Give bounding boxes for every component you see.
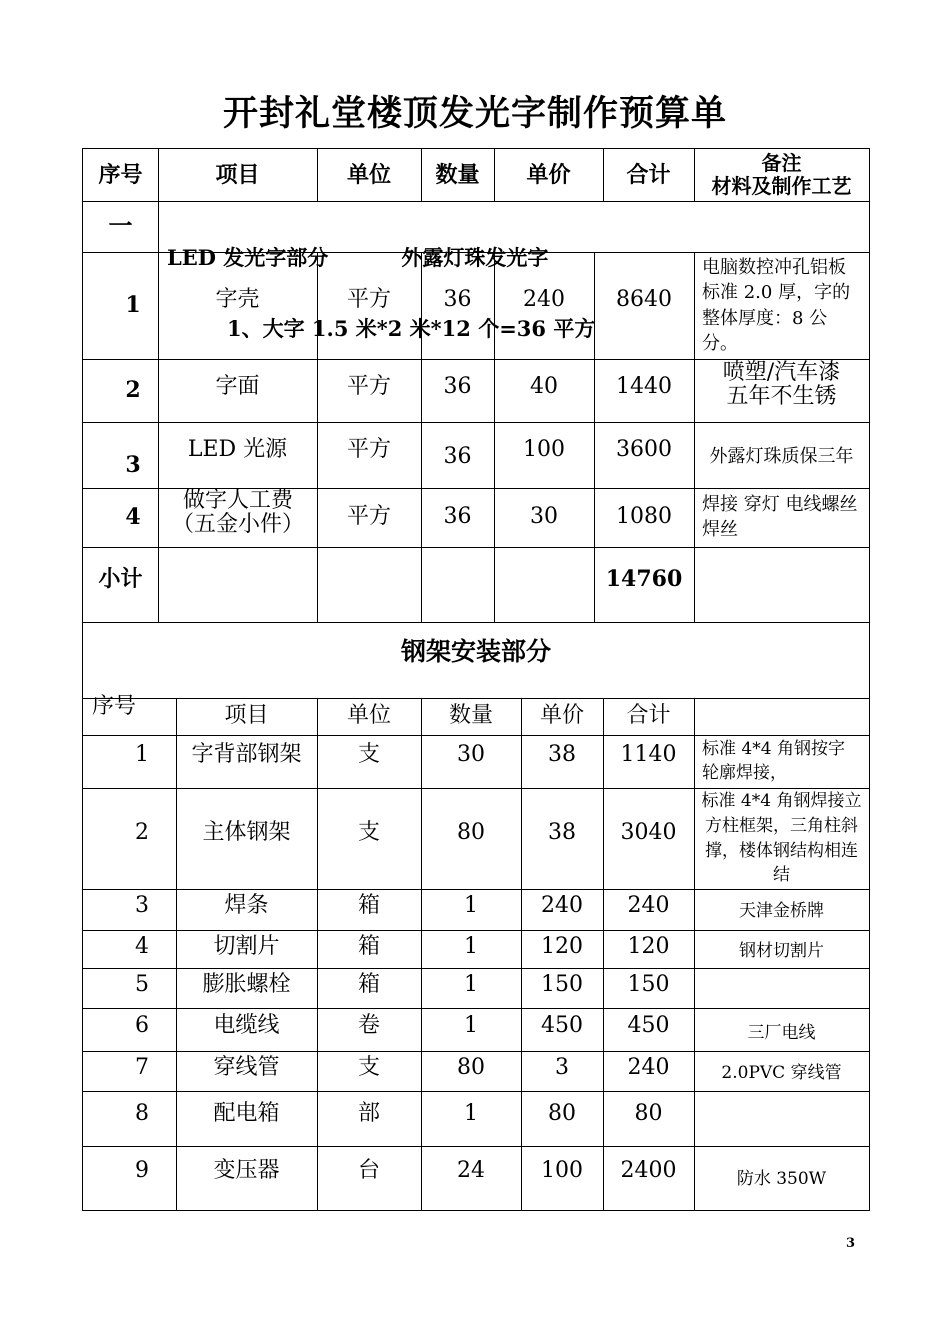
s2-row2-price: 38 [548,819,576,845]
budget-table [82,148,870,1211]
s2-row7-note: 2.0PVC 穿线管 [721,1062,842,1083]
s1-row1-no: 1 [125,292,141,319]
s2-row1-price: 38 [548,741,576,767]
s1-row4-note: 焊接 穿灯 电线螺丝 焊丝 [702,494,858,540]
s2-row5-note [694,968,869,1008]
header-price: 单价 [526,161,571,188]
s2-row1-unit: 支 [357,741,380,767]
s2-row3-unit: 箱 [357,892,380,918]
header-no: 序号 [98,161,143,188]
s2-row2-unit: 支 [357,819,380,845]
s2-row7-no: 7 [135,1054,149,1080]
s2-row2-total: 3040 [620,819,677,845]
s2-row8-unit: 部 [357,1100,380,1126]
s2-row5-price: 150 [541,971,583,997]
s1-row3-qty: 36 [443,443,472,469]
s2-row2-qty: 80 [457,819,485,845]
s1-row3-unit: 平方 [346,436,391,462]
page-title: 开封礼堂楼顶发光字制作预算单 [222,93,727,134]
s1-row1-item: 字壳 [215,286,260,312]
s2-row5-qty: 1 [464,971,478,997]
s2-row8-price: 80 [548,1100,576,1126]
s2-row3-price: 240 [541,892,583,918]
s2-header-price: 单价 [539,703,584,729]
s2-row6-note: 三厂电线 [747,1022,816,1043]
s1-row4-item: 做字人工费（五金小件） [171,487,304,537]
s2-row9-no: 9 [135,1157,149,1183]
header-unit: 单位 [346,161,391,188]
s2-row6-no: 6 [135,1012,149,1038]
s1-row2-no: 2 [125,377,141,404]
section2-title: 钢架安装部分 [400,637,551,666]
s2-row9-unit: 台 [357,1157,380,1183]
group-number: 一 [108,211,133,241]
s1-row1-note: 电脑数控冲孔铝板标准 2.0 厚，字的整体厚度：8 公分。 [702,257,851,354]
s2-row7-total: 240 [627,1054,670,1080]
s2-row4-note: 钢材切割片 [739,941,824,962]
s1-row2-unit: 平方 [346,373,391,399]
s2-row8-no: 8 [135,1100,149,1126]
s1-row1-unit: 平方 [346,286,391,312]
s2-header-total: 合计 [626,703,671,729]
header-qty: 数量 [435,161,480,188]
s2-row9-note: 防水 350W [736,1168,827,1189]
group-line2: 1、大字 1.5 米*2 米*12 个=36 平方 [227,315,596,341]
s2-row6-unit: 卷 [357,1012,380,1038]
s2-row1-item: 字背部钢架 [191,741,302,767]
header-item: 项目 [215,161,260,188]
s1-row1-total: 8640 [616,286,672,312]
s1-row3-price: 100 [523,436,565,462]
s2-row1-qty: 30 [457,741,485,767]
s2-row7-unit: 支 [357,1054,380,1080]
s2-row4-total: 120 [627,933,670,959]
s2-row8-note [694,1091,869,1146]
s2-row8-total: 80 [634,1100,663,1126]
s2-row3-no: 3 [135,892,149,918]
s2-row5-total: 150 [627,971,670,997]
s2-header-item: 项目 [224,703,269,729]
header-total: 合计 [626,161,671,188]
s2-row6-qty: 1 [464,1012,478,1038]
s1-row3-total: 3600 [616,436,672,462]
s2-row2-note: 标准 4*4 角钢焊接立方柱框架，三角柱斜撑，楼体钢结构相连结 [701,791,862,886]
s1-row2-item: 字面 [215,373,260,399]
s1-row2-note: 喷塑/汽车漆五年不生锈 [722,359,841,409]
s2-row1-no: 1 [135,741,149,767]
s2-row3-item: 焊条 [224,892,269,918]
s1-row4-unit: 平方 [346,504,391,530]
s2-row2-item: 主体钢架 [202,819,291,845]
header-note [694,149,869,201]
s2-row9-item: 变压器 [213,1157,280,1183]
s2-row4-price: 120 [541,933,583,959]
s1-row1-qty: 36 [443,286,472,312]
s2-row4-unit: 箱 [357,933,380,959]
s1-row2-qty: 36 [443,373,472,399]
subtotal-value: 14760 [605,566,683,593]
s2-row5-unit: 箱 [357,971,380,997]
s2-row3-qty: 1 [464,892,478,918]
s2-row8-item: 配电箱 [213,1100,280,1126]
s2-row7-price: 3 [555,1054,569,1080]
s1-row4-total: 1080 [616,504,672,530]
s2-row6-item: 电缆线 [213,1012,280,1038]
s2-row5-item: 膨胀螺栓 [202,971,291,997]
s1-row3-item: LED 光源 [187,436,288,462]
s2-header-no: 序号 [91,693,136,719]
s1-row4-price: 30 [530,504,558,530]
s2-row5-no: 5 [135,971,149,997]
s2-row7-qty: 80 [457,1054,485,1080]
s1-row3-no: 3 [125,451,141,478]
s2-row9-qty: 24 [457,1157,485,1183]
s2-header-unit: 单位 [346,703,391,729]
s1-row3-note: 外露灯珠质保三年 [709,446,854,468]
page-number: 3 [846,1236,856,1251]
s1-row1-price: 240 [523,286,565,312]
s2-row1-note: 标准 4*4 角钢按字轮廓焊接， [702,738,845,783]
s2-header-qty: 数量 [448,703,493,729]
s1-row2-total: 1440 [616,373,672,399]
group-line1: LED 发光字部分 外露灯珠发光字 [167,245,549,271]
s1-row2-price: 40 [530,373,558,399]
s2-row4-qty: 1 [464,933,478,959]
subtotal-label: 小计 [98,566,143,593]
header-note-line2: 材料及制作工艺 [711,174,852,198]
s2-row9-price: 100 [541,1157,583,1183]
s2-row6-total: 450 [627,1012,670,1038]
s2-row3-total: 240 [627,892,670,918]
s2-row4-item: 切割片 [213,933,280,959]
s2-row9-total: 2400 [620,1157,677,1183]
s2-row4-no: 4 [135,933,149,959]
s2-row3-note: 天津金桥牌 [739,901,824,922]
s2-row8-qty: 1 [464,1100,478,1126]
header-note-line1: 备注 [761,151,802,175]
s2-row7-item: 穿线管 [213,1054,280,1080]
s1-row4-qty: 36 [443,504,472,530]
s2-row6-price: 450 [541,1012,583,1038]
s1-row4-no: 4 [125,504,141,531]
s2-row2-no: 2 [135,819,149,845]
s2-row1-total: 1140 [620,741,677,767]
